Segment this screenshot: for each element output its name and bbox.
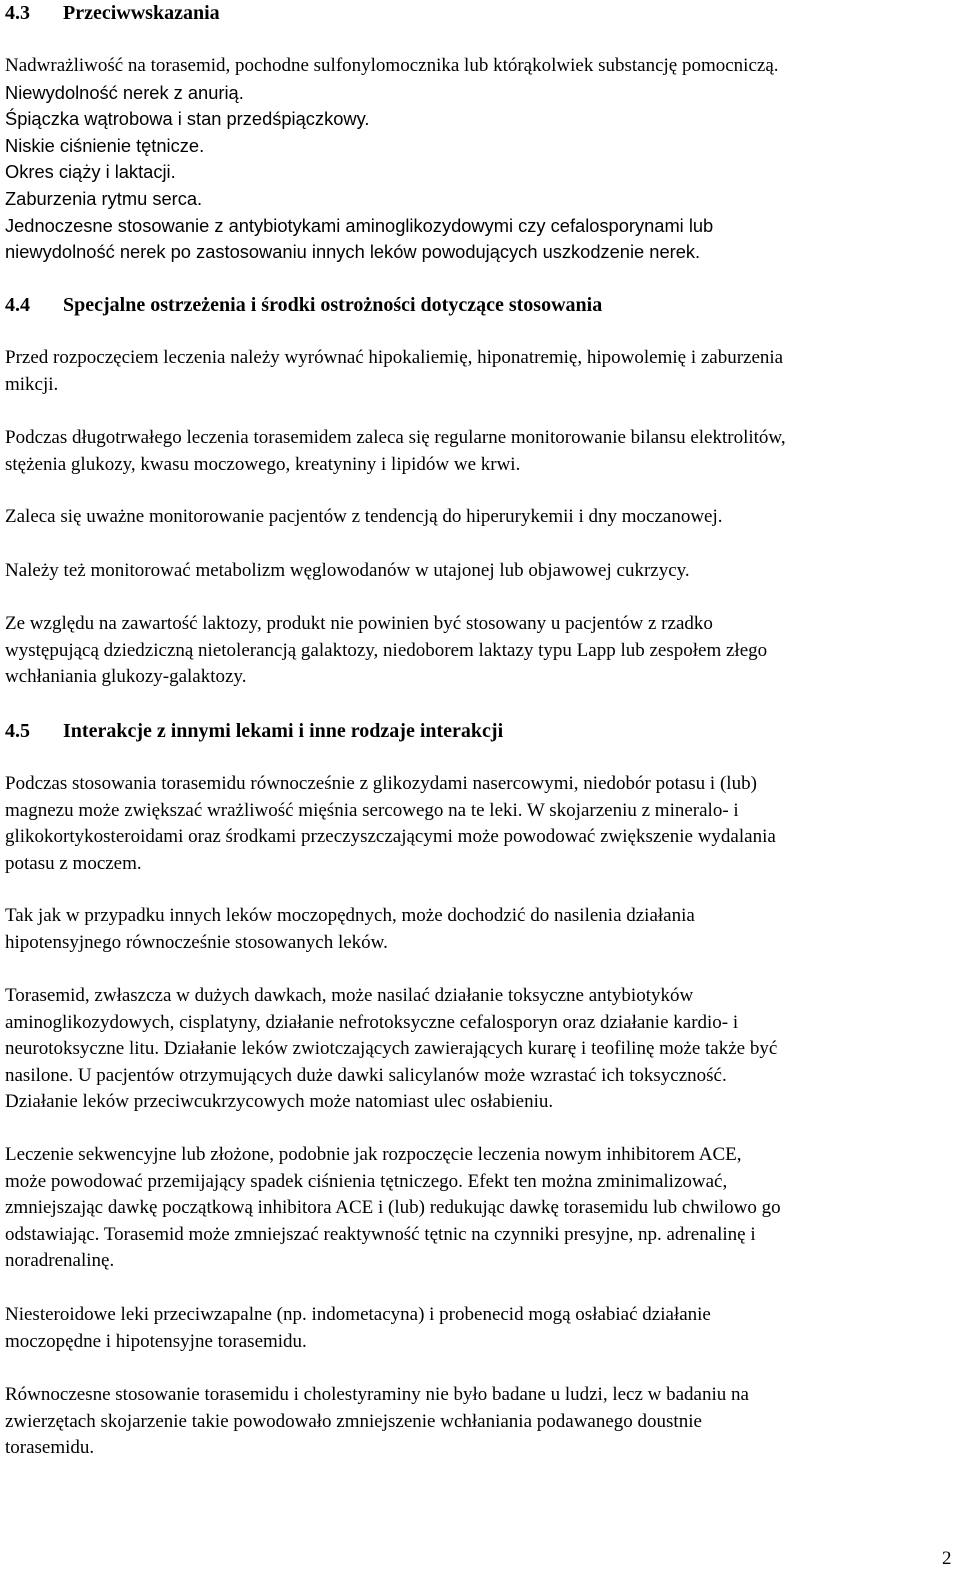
- text-line: Zaleca się uważne monitorowanie pacjentów z tendencją do hiperurykemii i dny moczanowej.: [5, 506, 723, 527]
- paragraph: [5, 611, 767, 691]
- contraindication-line: Okres ciąży i laktacji.: [5, 161, 176, 183]
- text-line: moczopędne i hipotensyjne torasemidu.: [5, 1330, 307, 1352]
- paragraph: [5, 771, 776, 877]
- paragraph: [5, 1302, 711, 1355]
- page-number: 2: [942, 1548, 952, 1569]
- text-line: Niesteroidowe leki przeciwzapalne (np. indometacyna) i probenecid mogą osłabiać działanie: [5, 1304, 711, 1325]
- text-line: aminoglikozydowych, cisplatyny, działanie nefrotoksyczne cefalosporyn oraz działanie kardio- i: [5, 1011, 739, 1033]
- text-line: Należy też monitorować metabolizm węglowodanów w utajonej lub objawowej cukrzycy.: [5, 560, 690, 581]
- text-line: odstawiając. Torasemid może zmniejszać reaktywność tętnic na czynniki presyjne, np. adrenalinę i: [5, 1223, 756, 1245]
- paragraph: [5, 345, 783, 398]
- contraindication-line: Zaburzenia rytmu serca.: [5, 187, 203, 209]
- section-title: Przeciwwskazania: [63, 2, 220, 24]
- text-line: Ze względu na zawartość laktozy, produkt nie powinien być stosowany u pacjentów z rzadko: [5, 613, 713, 634]
- text-line: Tak jak w przypadku innych leków moczopędnych, może dochodzić do nasilenia działania: [5, 905, 695, 926]
- text-line: wchłaniania glukozy-galaktozy.: [5, 666, 247, 688]
- section-heading-4-5: [5, 718, 503, 744]
- text-line: hipotensyjnego równocześnie stosowanych leków.: [5, 931, 388, 953]
- text-line: torasemidu.: [5, 1437, 95, 1459]
- text-line: mikcji.: [5, 373, 59, 395]
- text-line: Przed rozpoczęciem leczenia należy wyrównać hipokaliemię, hiponatremię, hipowolemię i zaburzenia: [5, 347, 784, 368]
- contraindication-line: Niewydolność nerek z anurią.: [5, 81, 244, 103]
- text-line: glikokortykosteroidami oraz środkami przeczyszczającymi może powodować zwiększenie wydalania: [5, 826, 776, 848]
- contraindication-line: niewydolność nerek po zastosowaniu innych leków powodujących uszkodzenie nerek.: [5, 241, 701, 263]
- paragraph: [5, 504, 723, 531]
- text-line: Leczenie sekwencyjne lub złożone, podobnie jak rozpoczęcie leczenia nowym inhibitorem ACE,: [5, 1144, 742, 1165]
- text-line: Podczas stosowania torasemidu równocześnie z glikozydami nasercowymi, niedobór potasu i (lub): [5, 773, 757, 794]
- contraindication-line: Śpiączka wątrobowa i stan przedśpiączkowy.: [5, 108, 370, 130]
- section-title: Specjalne ostrzeżenia i środki ostrożności dotyczące stosowania: [63, 294, 603, 316]
- section-number: 4.4: [5, 294, 30, 316]
- section-heading-4-4: [5, 292, 602, 318]
- contraindications-list: [5, 53, 779, 266]
- paragraph: [5, 983, 777, 1116]
- paragraph: [5, 558, 690, 585]
- paragraph: [5, 903, 695, 956]
- text-line: potasu z moczem.: [5, 852, 142, 874]
- section-number: 4.5: [5, 720, 30, 742]
- text-line: Działanie leków przeciwcukrzycowych może natomiast ulec osłabieniu.: [5, 1091, 554, 1113]
- text-line: Podczas długotrwałego leczenia torasemidem zaleca się regularne monitorowanie bilansu elektrolitów,: [5, 427, 786, 448]
- text-line: występującą dziedziczną nietolerancją galaktozy, niedoborem laktazy typu Lapp lub zespołem złego: [5, 639, 768, 661]
- text-line: nasilone. U pacjentów otrzymujących duże dawki salicylanów może wzrastać ich toksyczność.: [5, 1064, 727, 1086]
- section-heading-4-3: [5, 0, 220, 26]
- text-line: Równoczesne stosowanie torasemidu i cholestyraminy nie było badane u ludzi, lecz w badaniu na: [5, 1384, 749, 1405]
- text-line: noradrenalinę.: [5, 1250, 115, 1272]
- text-line: magnezu może zwiększać wrażliwość mięśnia sercowego na te leki. W skojarzeniu z mineralo- i: [5, 799, 739, 821]
- text-line: stężenia glukozy, kwasu moczowego, kreatyniny i lipidów we krwi.: [5, 453, 521, 475]
- section-title: Interakcje z innymi lekami i inne rodzaje interakcji: [63, 720, 504, 742]
- text-line: neurotoksyczne litu. Działanie leków zwiotczających zawierających kurarę i teofilinę może także być: [5, 1038, 778, 1060]
- contraindication-line: Jednoczesne stosowanie z antybiotykami aminoglikozydowymi czy cefalosporynami lub: [5, 214, 714, 236]
- paragraph: [5, 1382, 749, 1462]
- text-line: zwierzętach skojarzenie takie powodowało zmniejszenie wchłaniania podawanego doustnie: [5, 1410, 702, 1432]
- section-number: 4.3: [5, 2, 30, 24]
- text-line: Torasemid, zwłaszcza w dużych dawkach, może nasilać działanie toksyczne antybiotyków: [5, 985, 694, 1006]
- paragraph: [5, 1142, 781, 1275]
- contraindication-line: Niskie ciśnienie tętnicze.: [5, 134, 205, 156]
- text-line: zmniejszając dawkę początkową inhibitora ACE i (lub) redukując dawkę torasemidu lub chwilowo go: [5, 1197, 781, 1219]
- paragraph: [5, 425, 786, 478]
- text-line: może powodować przemijający spadek ciśnienia tętniczego. Efekt ten można zminimalizować,: [5, 1170, 728, 1192]
- contraindication-line: Nadwrażliwość na torasemid, pochodne sulfonylomocznika lub którąkolwiek substancję pomocniczą.: [5, 55, 779, 76]
